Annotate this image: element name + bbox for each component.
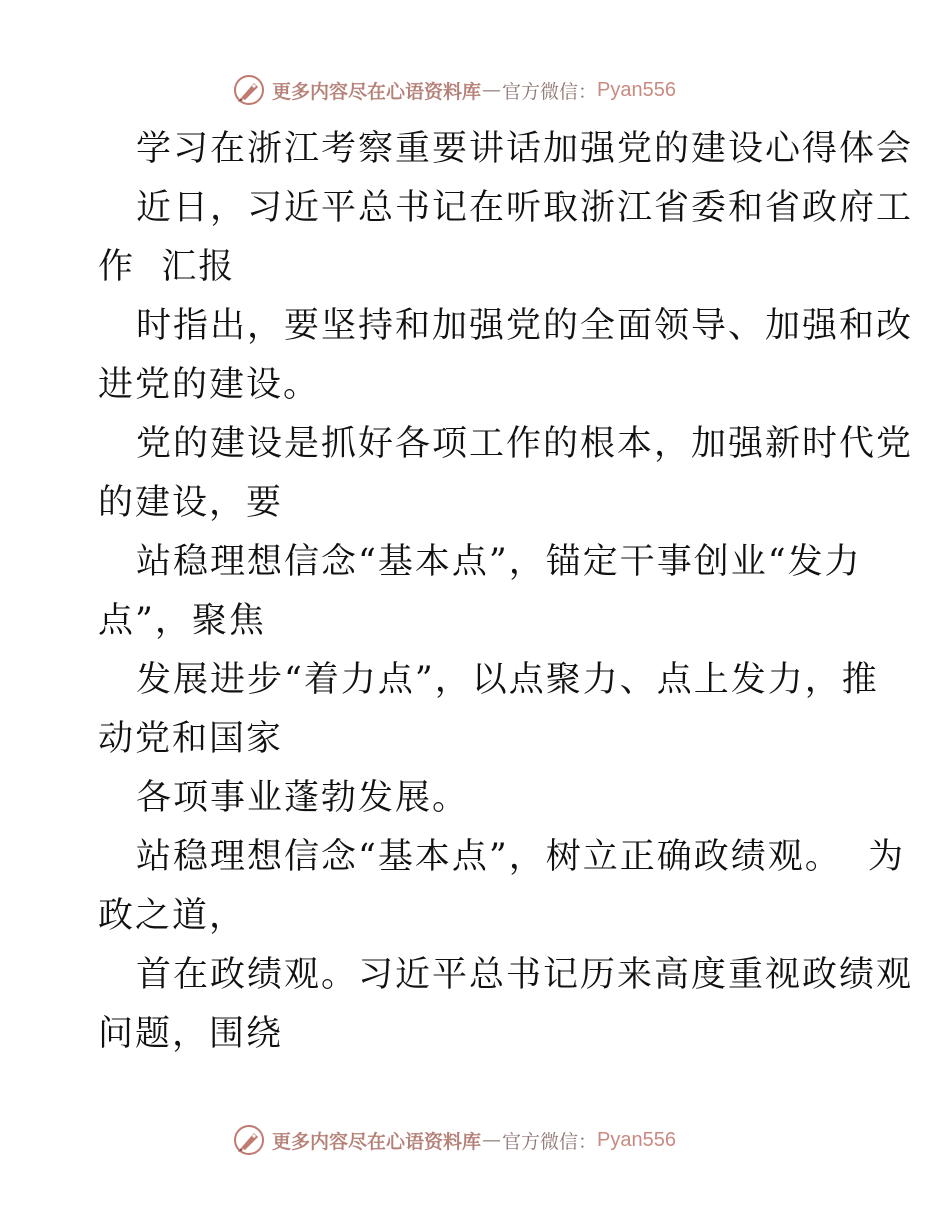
paragraph-line: 首在政绩观。习近平总书记历来高度重视政绩观 — [136, 955, 914, 995]
paragraph-line: 发展进步“着力点”，以点聚力、点上发力，推 — [136, 660, 879, 700]
document-title: 学习在浙江考察重要讲话加强党的建设心得体会 — [136, 129, 914, 169]
paragraph-line: 政之道， — [98, 896, 247, 936]
pen-nib-logo-icon — [232, 73, 266, 107]
paragraph-line: 进党的建设。 — [98, 365, 321, 405]
watermark-separator: — — [482, 79, 502, 101]
paragraph-line: 的建设，要 — [98, 483, 284, 523]
pen-nib-logo-icon — [232, 1123, 266, 1157]
paragraph-line: 站稳理想信念“基本点”，锚定干事创业“发力 — [136, 542, 862, 582]
header-watermark — [232, 70, 676, 110]
footer-watermark — [232, 1120, 676, 1160]
paragraph-line: 时指出，要坚持和加强党的全面领导、加强和改 — [136, 306, 914, 346]
watermark-text: 更多内容尽在心语资料库 — [272, 80, 482, 103]
watermark-wechat-id: Pyan556 — [597, 1128, 676, 1151]
paragraph-line: 各项事业蓬勃发展。 — [136, 778, 470, 818]
watermark-official-label: 官方微信： — [502, 80, 598, 103]
paragraph-line: 党的建设是抓好各项工作的根本，加强新时代党 — [136, 424, 914, 464]
paragraph-line: 点”，聚焦 — [98, 601, 266, 641]
paragraph-line: 站稳理想信念“基本点”，树立正确政绩观。 为 — [136, 837, 906, 877]
watermark-wechat-id: Pyan556 — [597, 78, 676, 101]
paragraph-line: 作 汇报 — [98, 247, 236, 287]
watermark-text: 更多内容尽在心语资料库 — [272, 1130, 482, 1153]
watermark-official-label: 官方微信： — [502, 1130, 598, 1153]
document-body — [98, 120, 914, 1064]
paragraph-line: 近日，习近平总书记在听取浙江省委和省政府工 — [136, 188, 914, 228]
watermark-separator: — — [482, 1129, 502, 1151]
paragraph-line: 问题，围绕 — [98, 1014, 284, 1054]
paragraph-line: 动党和国家 — [98, 719, 284, 759]
